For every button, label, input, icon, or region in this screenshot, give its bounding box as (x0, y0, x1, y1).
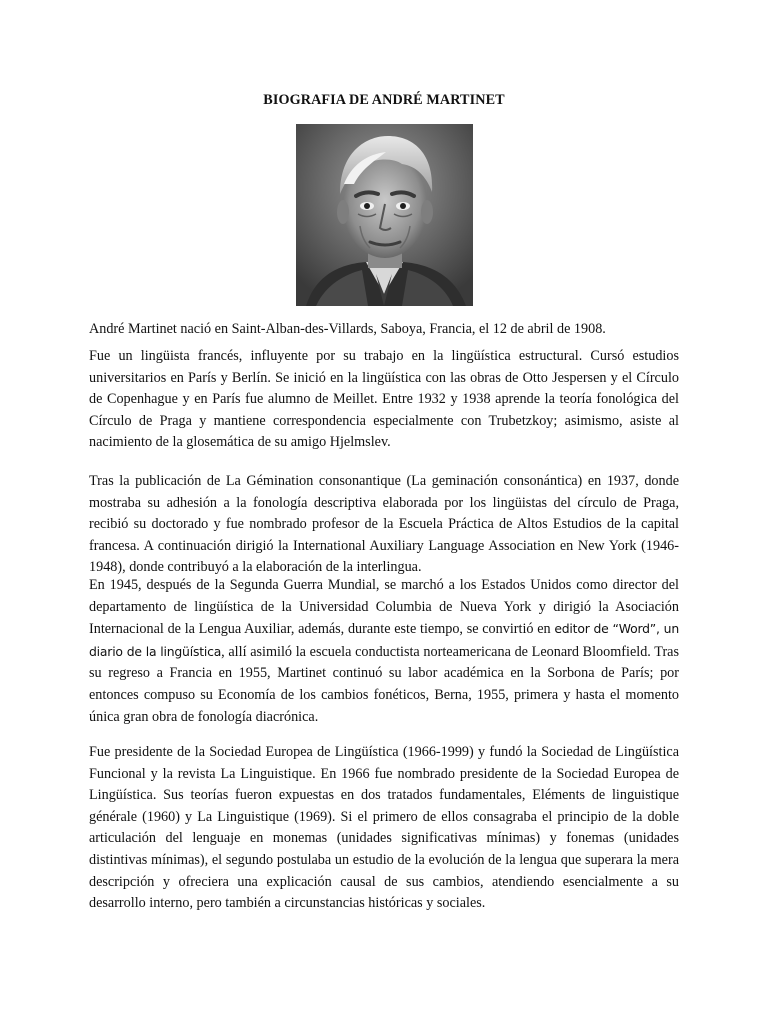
portrait-photo-icon (296, 124, 473, 306)
paragraph-4-part-a: En 1945, después de la Segunda Guerra Mundial, se marchó a los Estados Unidos como director del departamento de lingüística de la Universidad Columbia de Nueva York y dirigió la Asociación Internacional de la Lengua Auxiliar, además, durante este tiempo, se convirtió en (89, 577, 679, 638)
paragraph-5: Fue presidente de la Sociedad Europea de Lingüística (1966-1999) y fundó la Sociedad de Lingüística Funcional y la revista La Linguistique. En 1966 fue nombrado presidente de la Sociedad Europea de Lingüística. Sus teorías fueron expuestas en dos tratados fundamentales, Eléments de linguistique générale (1960) y La Linguistique (1969). Si el primero de ellos consagraba el principio de la doble articulación del lenguaje en monemas (unidades significativas mínimas) y fonemas (unidades distintivas mínimas), el segundo postulaba un estudio de la evolución de la lengua que superara la mera descripción y ofreciera una explicación causal de sus cambios, atendiendo esencialmente a su desarrollo interno, pero también a circunstancias históricas y sociales. (89, 744, 679, 912)
document-title: BIOGRAFIA DE ANDRÉ MARTINET (263, 92, 505, 108)
paragraph-4 (89, 575, 679, 728)
paragraph-3: Tras la publicación de La Gémination consonantique (La geminación consonántica) en 1937, donde mostraba su adhesión a la fonología descriptiva elaborada por los lingüistas del círculo de Praga, recibió su doctorado y fue nombrado profesor de la Escuela Práctica de Altos Estudios de la capital francesa. A continuación dirigió la International Auxiliary Language Association en New York (1946-1948), donde contribuyó a la elaboración de la interlingua. (89, 473, 679, 576)
paragraph-2: Fue un lingüista francés, influyente por su trabajo en la lingüística estructural. Cursó estudios universitarios en París y Berlín. Se inició en la lingüística con las obras de Otto Jespersen y el Círculo de Copenhague y en París fue alumno de Meillet. Entre 1932 y 1938 aprende la teoría fonológica del Círculo de Praga y mantiene correspondencia especialmente con Trubetzkoy; asimismo, asiste al nacimiento de la glosemática de su amigo Hjelmslev. (89, 348, 679, 451)
paragraph-4-part-c: , allí asimiló la escuela conductista norteamericana de Leonard Bloomfield. Tras su regreso a Francia en 1955, Martinet continuó su labor académica en la Sorbona de París; por entonces compuso su Economía de los cambios fonéticos, Berna, 1955, primera y hasta el momento única gran obra de fonología diacrónica. (89, 643, 679, 725)
paragraph-1: André Martinet nació en Saint-Alban-des-Villards, Saboya, Francia, el 12 de abril de 1908. (89, 321, 606, 337)
portrait-photo-icon-graphic (296, 124, 473, 306)
paragraph-4-part-b: editor de “Word”, un diario de la lingüística (89, 621, 679, 659)
